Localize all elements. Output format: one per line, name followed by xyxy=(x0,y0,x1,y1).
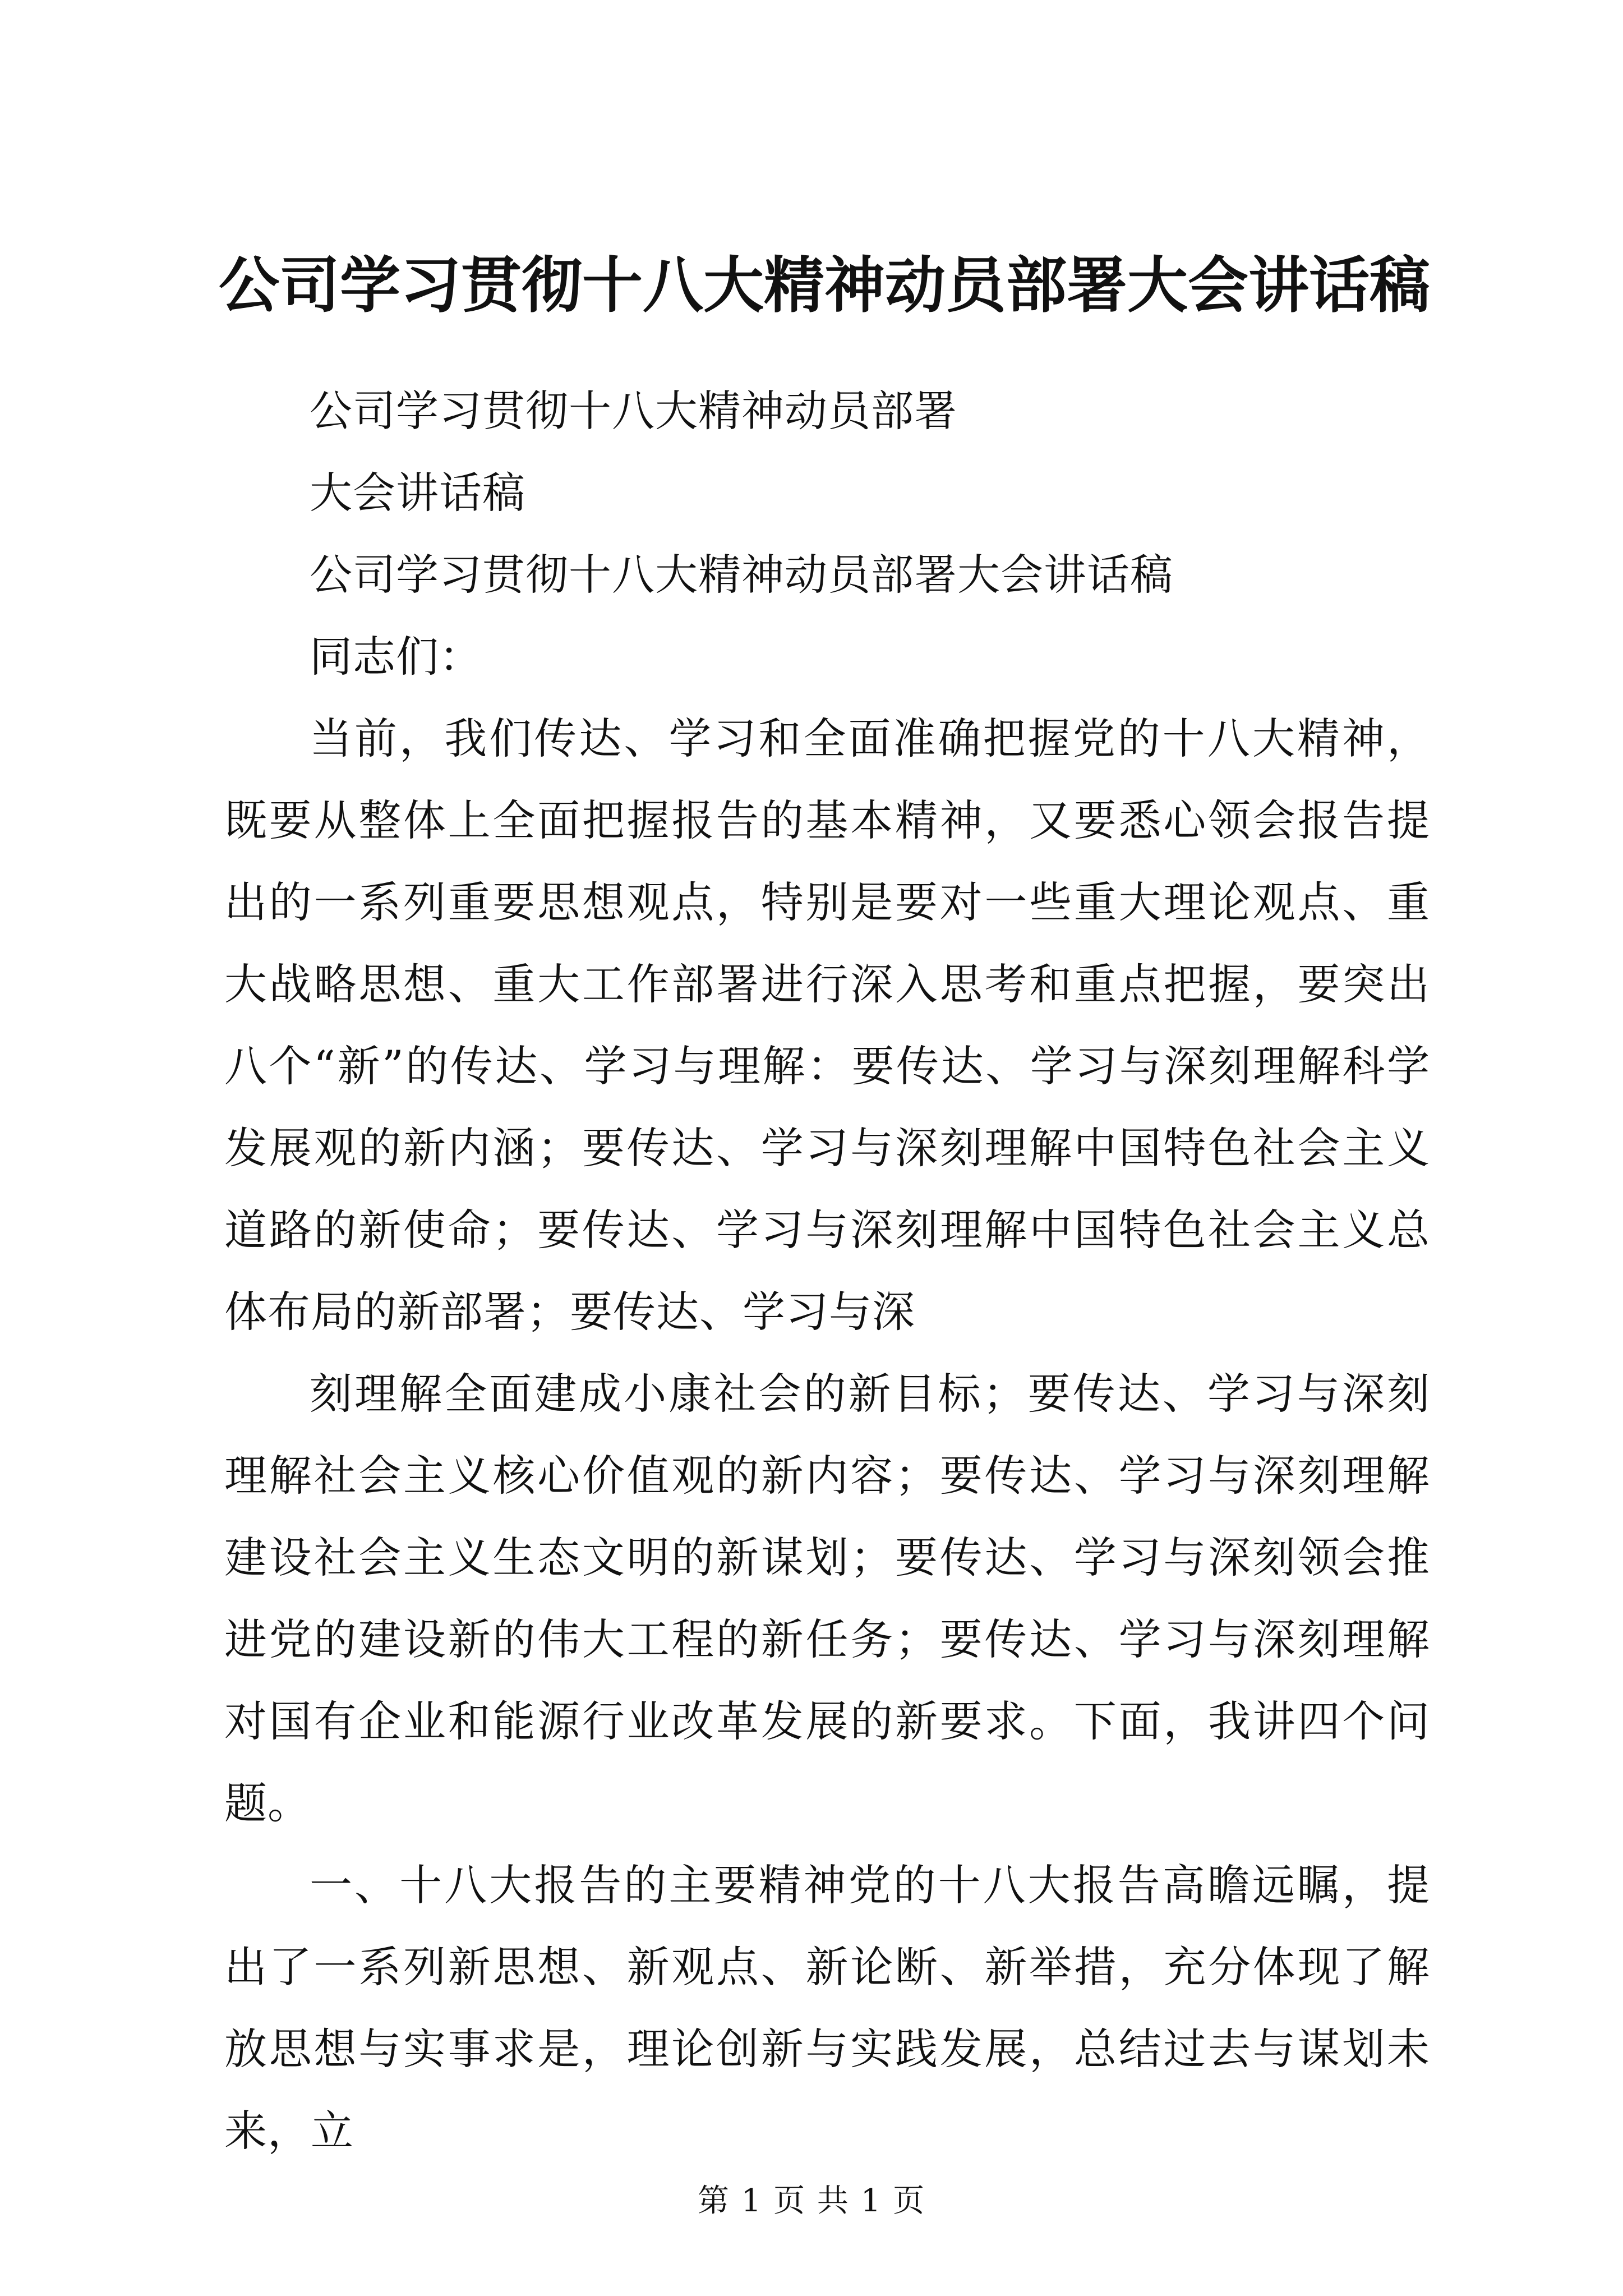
paragraph-body-2: 刻理解全面建成小康社会的新目标；要传达、学习与深刻理解社会主义核心价值观的新内容；要传达、学习与深刻理解建设社会主义生态文明的新谋划；要传达、学习与深刻领会推进党的建设新的伟大工程的新任务；要传达、学习与深刻理解对国有企业和能源行业改革发展的新要求。下面，我讲四个问题。 xyxy=(224,1369,1430,1828)
paragraph-salutation: 同志们： xyxy=(310,632,482,682)
document-body xyxy=(224,370,1430,2172)
paragraph-body-1: 当前，我们传达、学习和全面准确把握党的十八大精神，既要从整体上全面把握报告的基本精神，又要悉心领会报告提出的一系列重要思想观点，特别是要对一些重大理论观点、重大战略思想、重大工作部署进行深入思考和重点把握，要突出八个“新”的传达、学习与理解：要传达、学习与深刻理解科学发展观的新内涵；要传达、学习与深刻理解中国特色社会主义道路的新使命；要传达、学习与深刻理解中国特色社会主义总体布局的新部署；要传达、学习与深 xyxy=(224,714,1430,1337)
paragraph-heading-repeat: 公司学习贯彻十八大精神动员部署大会讲话稿 xyxy=(310,550,1173,600)
page-number-footer: 第 1 页 共 1 页 xyxy=(697,2183,926,2219)
document-title: 公司学习贯彻十八大精神动员部署大会讲话稿 xyxy=(219,250,1431,321)
paragraph-subtitle-line-1: 公司学习贯彻十八大精神动员部署 xyxy=(310,386,957,436)
paragraph-subtitle-line-2: 大会讲话稿 xyxy=(310,468,525,518)
paragraph-body-3: 一、十八大报告的主要精神党的十八大报告高瞻远瞩，提出了一系列新思想、新观点、新论断、新举措，充分体现了解放思想与实事求是，理论创新与实践发展，总结过去与谋划未来，立 xyxy=(224,1860,1430,2156)
